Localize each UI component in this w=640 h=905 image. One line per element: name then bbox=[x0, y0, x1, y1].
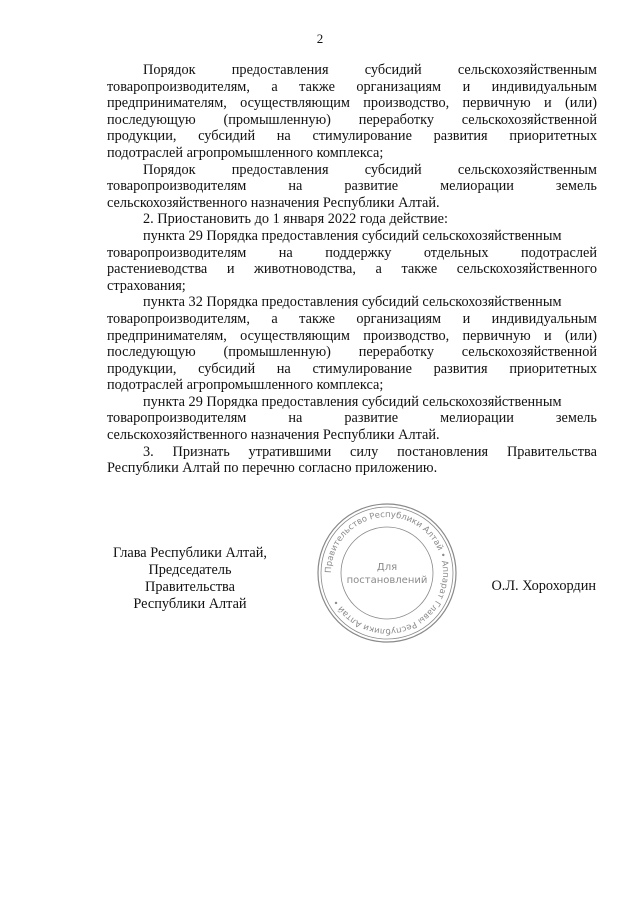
word: на bbox=[276, 360, 291, 377]
word: отдельных bbox=[423, 244, 489, 261]
text-line bbox=[107, 112, 597, 129]
paragraph bbox=[107, 294, 597, 394]
word: постановления bbox=[397, 443, 489, 460]
word: продукции, bbox=[107, 128, 177, 145]
paragraph bbox=[107, 211, 597, 228]
text-line bbox=[107, 361, 597, 378]
stamp-center-line: Для bbox=[376, 562, 398, 573]
word: первичную bbox=[462, 327, 531, 344]
word: приоритетных bbox=[509, 360, 597, 377]
word: пункта 32 Порядка предоставления субсидий сельскохозяйственным bbox=[143, 294, 562, 311]
word: развитие bbox=[344, 410, 399, 427]
word: товаропроизводителям bbox=[107, 410, 247, 427]
text-line bbox=[107, 145, 597, 162]
word: товаропроизводителям, bbox=[107, 310, 250, 327]
word: развитие bbox=[344, 178, 399, 195]
word: сельскохозяйственным bbox=[457, 161, 597, 178]
word: сельскохозяйственного bbox=[456, 261, 597, 278]
word: стимулирование bbox=[312, 128, 412, 145]
word: силу bbox=[350, 443, 379, 460]
word: 2. Приостановить до 1 января 2022 года действие: bbox=[143, 211, 448, 228]
signatory-name: О.Л. Хорохордин bbox=[491, 578, 596, 594]
text-line bbox=[107, 195, 597, 212]
word: продукции, bbox=[107, 360, 177, 377]
word: пункта 29 Порядка предоставления субсидий сельскохозяйственным bbox=[143, 393, 562, 410]
word: а bbox=[271, 310, 278, 327]
word: Порядок bbox=[143, 161, 196, 178]
word: а bbox=[271, 78, 278, 95]
word: товаропроизводителям bbox=[107, 178, 247, 195]
paragraph bbox=[107, 228, 597, 294]
word: мелиорации bbox=[440, 178, 514, 195]
word: сельскохозяйственной bbox=[461, 344, 597, 361]
text-line bbox=[107, 178, 597, 195]
word: а bbox=[375, 261, 382, 278]
word: предоставления bbox=[231, 161, 329, 178]
word: (промышленную) bbox=[223, 344, 331, 361]
word: приоритетных bbox=[509, 128, 597, 145]
word: подотраслей агропромышленного комплекса; bbox=[107, 144, 384, 161]
text-line bbox=[107, 344, 597, 361]
word: последующую bbox=[107, 111, 196, 128]
word: сельскохозяйственного назначения Республики Алтай. bbox=[107, 427, 440, 444]
text-line bbox=[107, 245, 597, 262]
word: на bbox=[288, 410, 303, 427]
text-line bbox=[107, 410, 597, 427]
official-stamp bbox=[316, 502, 458, 644]
word: и bbox=[544, 95, 552, 112]
word: растениеводства bbox=[107, 261, 208, 278]
word: субсидий bbox=[198, 128, 256, 145]
word: сельскохозяйственного назначения Республики Алтай. bbox=[107, 194, 440, 211]
word: на bbox=[276, 128, 291, 145]
text-line bbox=[107, 394, 597, 411]
word: субсидий bbox=[198, 360, 256, 377]
word: пункта 29 Порядка предоставления субсидий сельскохозяйственным bbox=[143, 227, 562, 244]
signatory-title-line: Республики Алтай bbox=[133, 596, 247, 612]
word: на bbox=[278, 244, 293, 261]
word: сельскохозяйственным bbox=[457, 62, 597, 78]
stamp-center-line: постановлений bbox=[346, 575, 428, 586]
stamp-ring-text: Правительство Республики Алтай • Аппарат Главы Республики Алтай • bbox=[323, 509, 451, 637]
word: производство, bbox=[363, 327, 450, 344]
word: 3. bbox=[143, 443, 154, 460]
word: на bbox=[288, 178, 303, 195]
page-number: 2 bbox=[316, 31, 324, 46]
signatory-title-line: Председатель Правительства bbox=[145, 562, 235, 595]
word: животноводства, bbox=[254, 261, 356, 278]
text-line bbox=[107, 62, 597, 79]
word: переработку bbox=[358, 344, 435, 361]
word: организациям bbox=[356, 78, 442, 95]
text-line bbox=[107, 278, 597, 295]
paragraph bbox=[107, 162, 597, 212]
word: осуществляющим bbox=[240, 95, 350, 112]
word: последующую bbox=[107, 344, 196, 361]
word: развития bbox=[433, 128, 488, 145]
word: (или) bbox=[565, 327, 597, 344]
text-line bbox=[107, 128, 597, 145]
signatory-title-line: Глава Республики Алтай, bbox=[113, 545, 267, 561]
word: субсидий bbox=[364, 62, 422, 78]
word: Республики Алтай по перечню согласно приложению. bbox=[107, 460, 438, 477]
text-line bbox=[107, 460, 597, 477]
text-line bbox=[107, 444, 597, 461]
text-line bbox=[107, 261, 597, 278]
word: (промышленную) bbox=[223, 111, 331, 128]
text-line bbox=[107, 228, 597, 245]
word: стимулирование bbox=[312, 360, 412, 377]
text-line bbox=[107, 294, 597, 311]
text-line bbox=[107, 377, 597, 394]
word: также bbox=[299, 78, 335, 95]
word: индивидуальным bbox=[491, 78, 597, 95]
word: (или) bbox=[565, 95, 597, 112]
word: также bbox=[401, 261, 438, 278]
word: земель bbox=[555, 178, 597, 195]
word: предпринимателям, bbox=[107, 95, 227, 112]
document-body bbox=[107, 62, 597, 477]
word: утратившими bbox=[248, 443, 332, 460]
word: мелиорации bbox=[440, 410, 514, 427]
word: Признать bbox=[172, 443, 230, 460]
word: подотраслей агропромышленного комплекса; bbox=[107, 377, 384, 394]
word: земель bbox=[555, 410, 597, 427]
word: переработку bbox=[358, 111, 435, 128]
word: Порядок bbox=[143, 62, 196, 78]
text-line bbox=[107, 211, 597, 228]
word: первичную bbox=[462, 95, 531, 112]
word: организациям bbox=[356, 310, 442, 327]
text-line bbox=[107, 328, 597, 345]
word: товаропроизводителям bbox=[107, 244, 247, 261]
word: субсидий bbox=[364, 161, 422, 178]
text-line bbox=[107, 311, 597, 328]
word: предоставления bbox=[231, 62, 329, 78]
word: развития bbox=[433, 360, 488, 377]
svg-text:Правительство Республики Алтай bbox=[324, 510, 450, 636]
word: и bbox=[462, 78, 471, 95]
word: и bbox=[462, 310, 471, 327]
word: предпринимателям, bbox=[107, 327, 227, 344]
paragraph bbox=[107, 394, 597, 444]
word: сельскохозяйственной bbox=[461, 111, 597, 128]
word: индивидуальным bbox=[491, 310, 597, 327]
word: страхования; bbox=[107, 277, 186, 294]
word: и bbox=[544, 327, 552, 344]
word: товаропроизводителям, bbox=[107, 78, 250, 95]
text-line bbox=[107, 162, 597, 179]
word: подотраслей bbox=[520, 244, 597, 261]
word: и bbox=[226, 261, 235, 278]
paragraph bbox=[107, 62, 597, 162]
text-line bbox=[107, 79, 597, 96]
text-line bbox=[107, 95, 597, 112]
word: Правительства bbox=[506, 443, 597, 460]
signatory-title bbox=[105, 545, 275, 613]
word: также bbox=[299, 310, 335, 327]
text-line bbox=[107, 427, 597, 444]
word: поддержку bbox=[325, 244, 392, 261]
paragraph bbox=[107, 444, 597, 477]
word: осуществляющим bbox=[240, 327, 350, 344]
word: производство, bbox=[363, 95, 450, 112]
